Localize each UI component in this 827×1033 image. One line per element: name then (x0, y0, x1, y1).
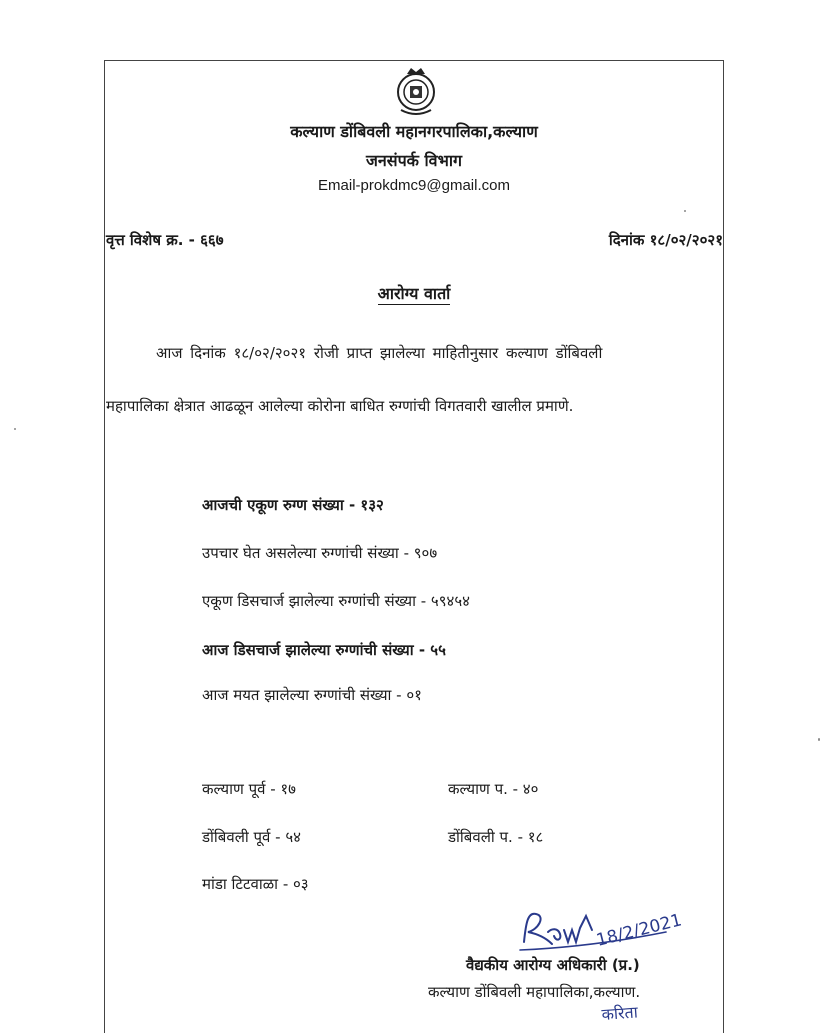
handwritten-note (600, 998, 680, 1028)
scan-speck (818, 738, 820, 741)
signatory-organization: कल्याण डोंबिवली महापालिका,कल्याण. (428, 983, 641, 1001)
scan-speck (684, 210, 686, 212)
scan-speck (14, 428, 16, 430)
stat-total-today: आजची एकूण रुग्ण संख्या - १३२ (202, 496, 384, 514)
ward-manda-titwala: मांडा टिटवाळा - ०३ (202, 875, 309, 893)
municipal-seal-emblem (393, 64, 439, 116)
body-line-2: महापालिका क्षेत्रात आढळून आलेल्या कोरोना बाधित रुग्णांची विगतवारी खालील प्रमाणे. (106, 397, 574, 415)
department-name: जनसंपर्क विभाग (366, 151, 462, 170)
body-line-1: आज दिनांक १८/०२/२०२१ रोजी प्राप्त झालेल्या माहितीनुसार कल्याण डोंबिवली (156, 344, 603, 362)
document-title-text: आरोग्य वार्ता (377, 284, 451, 303)
ward-dombivli-east: डोंबिवली पूर्व - ५४ (202, 828, 301, 846)
ward-kalyan-east: कल्याण पूर्व - १७ (202, 780, 296, 798)
organization-name: कल्याण डोंबिवली महानगरपालिका,कल्याण (290, 122, 538, 141)
reference-number: वृत्त विशेष क्र. - ६६७ (106, 231, 224, 249)
ward-dombivli-west: डोंबिवली प. - १८ (448, 828, 544, 846)
document-date: दिनांक १८/०२/२०२१ (608, 231, 723, 249)
signatory-designation: वैद्यकीय आरोग्य अधिकारी (प्र.) (466, 956, 640, 974)
stat-under-treatment: उपचार घेत असलेल्या रुग्णांची संख्या - ९०७ (202, 544, 438, 562)
stat-discharged-today: आज डिसचार्ज झालेल्या रुग्णांची संख्या - ५५ (202, 641, 446, 659)
handwritten-signature (516, 902, 688, 962)
document-title (104, 282, 724, 304)
email-address: Email-prokdmc9@gmail.com (318, 177, 510, 194)
stat-total-discharged: एकूण डिसचार्ज झालेल्या रुग्णांची संख्या - ५९४५४ (202, 592, 470, 610)
handwritten-note-text: करिता (600, 1002, 639, 1024)
handwritten-date: 18/2/2021 (594, 910, 684, 951)
stat-deaths-today: आज मयत झालेल्या रुग्णांची संख्या - ०१ (202, 686, 422, 704)
ward-kalyan-west: कल्याण प. - ४० (448, 780, 539, 798)
